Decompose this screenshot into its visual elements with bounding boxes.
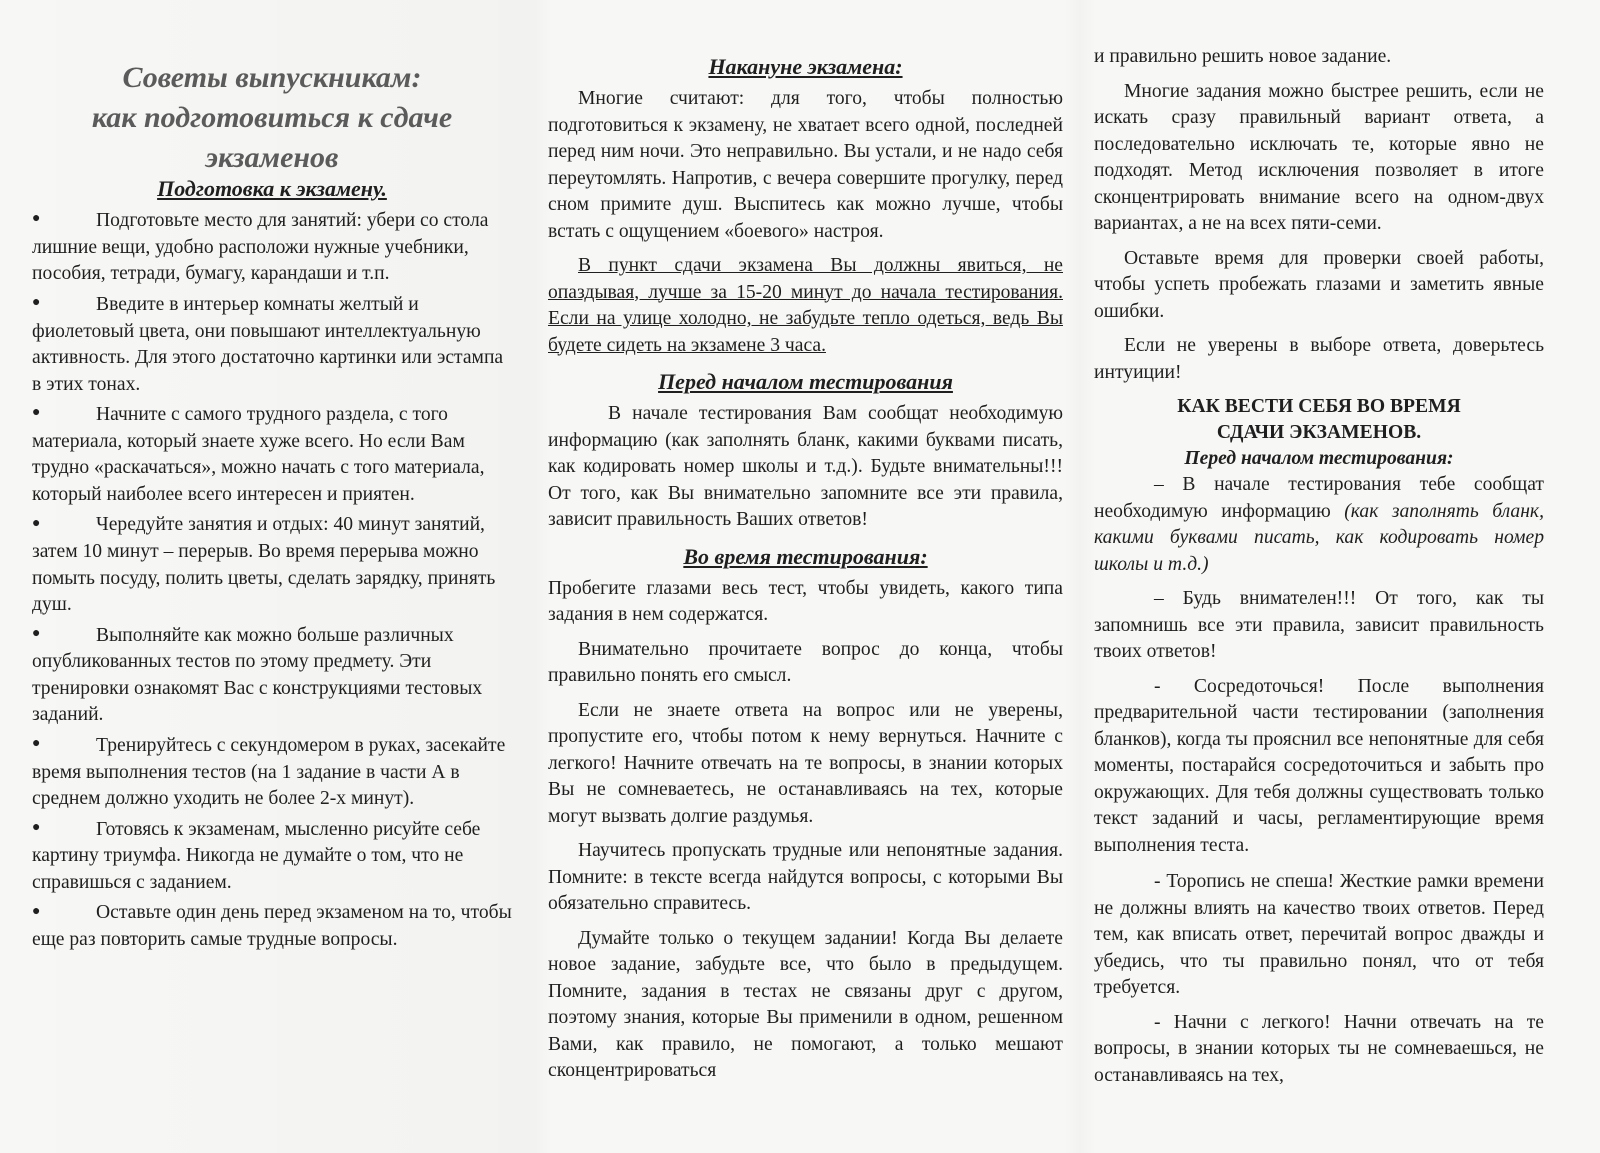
list-item-text: Начните с самого трудного раздела, с того материала, который знаете хуже всего. Но если Вам трудно «раскачаться», можно начать с того материала, который наиболее всего интересен и приятен. xyxy=(32,404,485,505)
bullet-dot-icon: ● xyxy=(32,819,41,835)
preparation-list xyxy=(32,208,512,954)
column-middle xyxy=(548,0,1063,1153)
list-item xyxy=(32,292,512,398)
heading-preparation: Подготовка к экзамену. xyxy=(157,176,387,201)
bullet-dot-icon: ● xyxy=(32,736,41,751)
heading-exam-eve: Накануне экзамена: xyxy=(708,54,903,79)
advice-1-italic: (как заполнять бланк, какими буквами писать, как кодировать номер школы и т.д.) xyxy=(1094,500,1544,575)
heading-before-testing: Перед началом тестирования xyxy=(658,369,953,394)
paragraph-eve-2: В пункт сдачи экзамена Вы должны явиться, не опаздывая, лучше за 15-20 минут до начала тестирования. Если на улице холодно, не забудьте тепло одеться, ведь Вы будете сидеть на экзамене 3 часа. xyxy=(548,255,1063,356)
paragraph-advice-1 xyxy=(1094,472,1544,578)
list-item xyxy=(32,402,512,508)
title-line-1: Советы выпускникам: xyxy=(122,61,422,94)
list-item-text: Подготовьте место для занятий: убери со стола лишние вещи, удобно расположи нужные учебники, пособия, тетради, бумагу, карандаши и т.п. xyxy=(32,210,489,285)
paragraph-continued-4: Если не уверены в выборе ответа, доверьтесь интуиции! xyxy=(1094,335,1544,383)
list-item xyxy=(32,208,512,288)
paragraph-during-1: Пробегите глазами весь тест, чтобы увидеть, какого типа задания в нем содержатся. xyxy=(548,577,1063,625)
bullet-dot-icon: ● xyxy=(32,515,41,531)
column-right xyxy=(1094,0,1544,1153)
heading-how-to-behave-line-1: КАК ВЕСТИ СЕБЯ ВО ВРЕМЯ xyxy=(1177,396,1461,417)
list-item xyxy=(32,512,512,618)
paragraph-continued-2: Многие задания можно быстрее решить, если не искать сразу правильный вариант ответа, а последовательно исключать те, которые явно не подходят. Метод исключения позволяет в итоге сконцентрировать внимание всего на одном-двух вариантах, а не на всех пяти-семи. xyxy=(1094,80,1544,234)
paragraph-during-4: Научитесь пропускать трудные или непонятные задания. Помните: в тексте всегда найдутся вопросы, с которыми Вы обязательно справитесь. xyxy=(548,840,1063,914)
page-title xyxy=(32,58,512,178)
bullet-dot-icon: ● xyxy=(32,625,41,641)
heading-before-testing-right: Перед началом тестирования: xyxy=(1184,448,1454,469)
list-item-text: Выполняйте как можно больше различных опубликованных тестов по этому предмету. Эти тренировки ознакомят Вас с конструкциями тестовых заданий. xyxy=(32,624,483,726)
heading-how-to-behave-line-2: СДАЧИ ЭКЗАМЕНОВ. xyxy=(1216,422,1422,443)
list-item-text: Введите в интерьер комнаты желтый и фиолетовый цвета, они повышают интеллектуальную активность. Для этого достаточно картинки или эстампа в этих тонах. xyxy=(32,293,504,395)
list-item-text: Чередуйте занятия и отдых: 40 минут занятий, затем 10 минут – перерыв. Во время перерыва можно помыть посуду, полить цветы, сделать зарядку, принять душ. xyxy=(32,514,496,615)
bullet-dot-icon: ● xyxy=(32,295,41,310)
list-item-text: Готовясь к экзаменам, мысленно рисуйте себе картину триумфа. Никогда не думайте о том, что не справишься с заданием. xyxy=(32,818,481,893)
bullet-dot-icon: ● xyxy=(32,405,41,421)
advice-1-text: – В начале тестирования тебе сообщат необходимую информацию xyxy=(1094,474,1544,522)
list-item xyxy=(32,733,512,813)
paragraph-advice-4: - Торопись не спеша! Жесткие рамки времени не должны влиять на качество твоих ответов. Перед тем, как вписать ответ, перечитай вопрос дважды и убедись, что ты правильно понял, что от тебя требуется. xyxy=(1094,871,1544,998)
heading-how-to-behave xyxy=(1094,394,1544,446)
paragraph-continued-3: Оставьте время для проверки своей работы, чтобы успеть пробежать глазами и заметить явные ошибки. xyxy=(1094,247,1544,322)
title-line-3: экзаменов xyxy=(205,141,339,174)
column-left xyxy=(32,0,512,1153)
paragraph-continued-1: и правильно решить новое задание. xyxy=(1094,46,1392,67)
list-item xyxy=(32,623,512,729)
paragraph-during-2: Внимательно прочитаете вопрос до конца, чтобы правильно понять его смысл. xyxy=(548,638,1063,686)
list-item xyxy=(32,817,512,897)
heading-during-testing: Во время тестирования: xyxy=(683,543,928,569)
bullet-dot-icon: ● xyxy=(32,211,41,227)
paragraph-during-5: Думайте только о текущем задании! Когда Вы делаете новое задание, забудьте все, что было в предыдущем. Помните, задания в тестах не связаны друг с другом, поэтому знания, которые Вы применили в одном, решенном Вами, как правило, не помогают, а только мешают сконцентрироваться xyxy=(548,927,1063,1081)
paragraph-eve-1: Многие считают: для того, чтобы полностью подготовиться к экзамену, не хватает всего одной, последней перед ним ночи. Это неправильно. Вы устали, и не надо себя переутомлять. Напротив, с вечера совершите прогулку, перед сном примите душ. Выспитесь как можно лучше, чтобы встать с ощущением «боевого» настроя. xyxy=(548,88,1063,242)
paragraph-advice-2: – Будь внимателен!!! От того, как ты запомнишь все эти правила, зависит правильность твоих ответов! xyxy=(1094,588,1544,662)
paragraph-advice-5: - Начни с легкого! Начни отвечать на те вопросы, в знании которых ты не сомневаешься, не останавливаясь на тех, xyxy=(1094,1011,1544,1086)
paragraph-advice-3: - Сосредоточься! После выполнения предварительной части тестировании (заполнения бланков), когда ты прояснил все непонятные для себя моменты, постарайся сосредоточиться и забыть про окружающих. Для тебя должны существовать только текст заданий и часы, регламентирующие время выполнения теста. xyxy=(1094,675,1544,856)
list-item-text: Тренируйтесь с секундомером в руках, засекайте время выполнения тестов (на 1 задание в части А в среднем должно уходить не более 2-х минут). xyxy=(32,734,506,809)
list-item-text: Оставьте один день перед экзаменом на то, чтобы еще раз повторить самые трудные вопросы. xyxy=(32,902,512,950)
paragraph-before-1: В начале тестирования Вам сообщат необходимую информацию (как заполнять бланк, какими буквами писать, как кодировать номер школы и т.д.). Будьте внимательны!!! От того, как Вы внимательно запомните все эти правила, зависит правильность Ваших ответов! xyxy=(548,403,1063,530)
bullet-dot-icon: ● xyxy=(32,903,41,919)
paragraph-during-3: Если не знаете ответа на вопрос или не уверены, пропустите его, чтобы потом к нему вернуться. Начните с легкого! Начните отвечать на те вопросы, в знании которых Вы не сомневаетесь, не останавливаясь на тех, которые могут вызвать долгие раздумья. xyxy=(548,699,1063,827)
title-line-2: как подготовиться к сдаче xyxy=(91,101,453,134)
list-item xyxy=(32,900,512,953)
